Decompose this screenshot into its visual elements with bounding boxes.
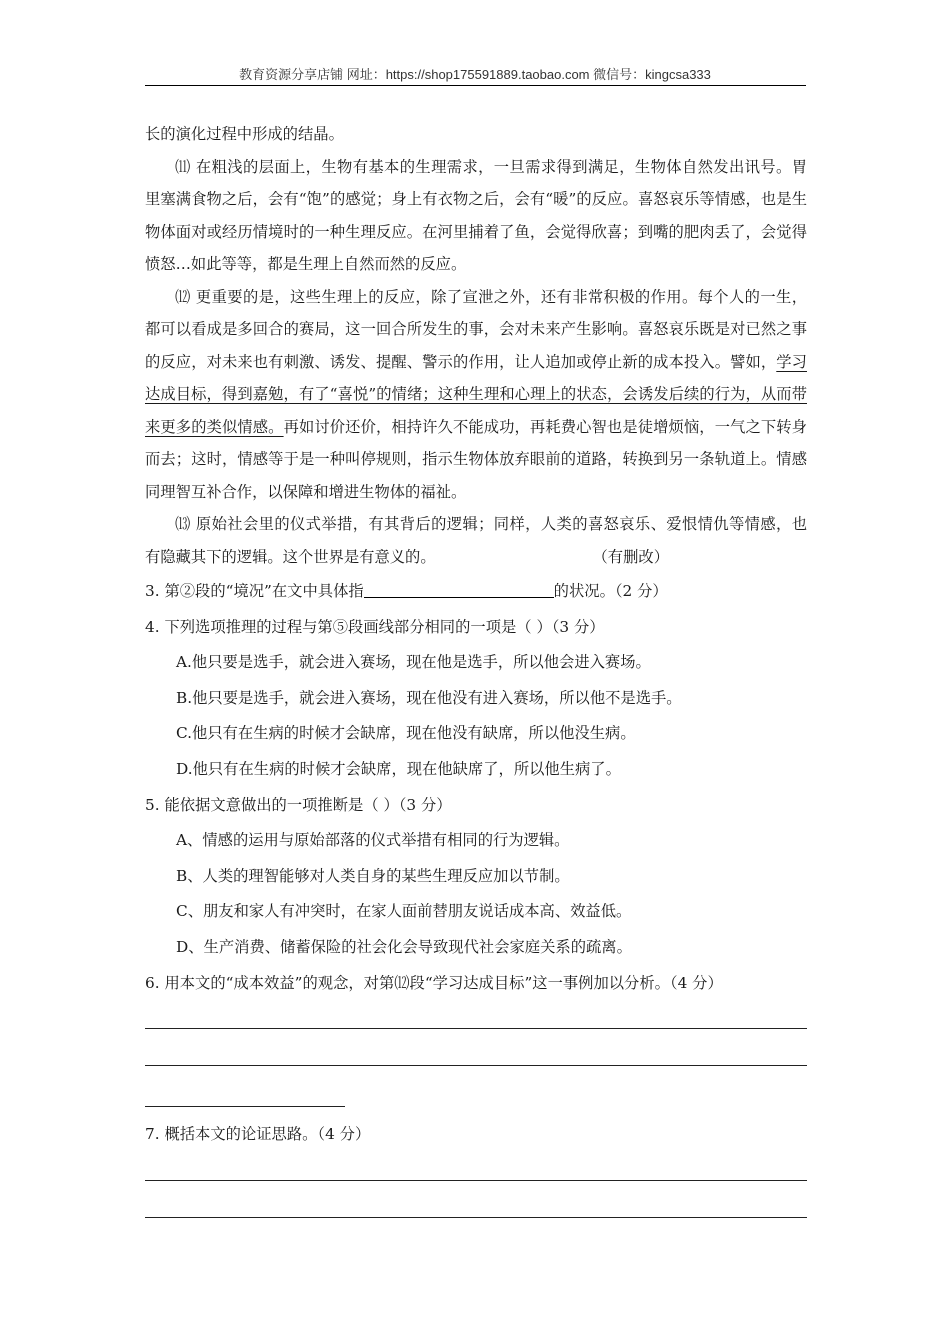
question-3-answer-blank[interactable] [364, 579, 554, 598]
paragraph-12-text-before: ⑿ 更重要的是，这些生理上的反应，除了宣泄之外，还有非常积极的作用。每个人的一生，都可以看成是多回合的赛局，这一回合所发生的事，会对未来产生影响。喜怒哀乐既是对已然之事的反应，对未来也有刺激、诱发、提醒、警示的作用，让人追加或停止新的成本投入。譬如， [145, 287, 807, 371]
page-header: 教育资源分享店铺 网址：https://shop175591889.taobao.com 微信号：kingcsa333 [239, 67, 711, 82]
paragraph-12-text-after: 再如讨价还价，相持许久不能成功，再耗费心智也是徒增烦恼，一气之下转身而去；这时，情感等于是一种叫停规则，指示生物体放弃眼前的道路，转换到另一条轨道上。情感同理智互补合作，以保障和增进生物体的福祉。 [145, 417, 807, 501]
question-5-option-b[interactable]: B、人类的理智能够对人类自身的某些生理反应加以节制。 [176, 866, 570, 885]
question-5: 5. 能依据文意做出的一项推断是（ ）（3 分） [145, 795, 452, 814]
passage-paragraph-12 [145, 281, 807, 509]
question-7-answer-line-1[interactable] [145, 1180, 807, 1181]
question-7-answer-line-2[interactable] [145, 1217, 807, 1218]
header-divider [145, 85, 806, 86]
question-5-option-d[interactable]: D、生产消费、储蓄保险的社会化会导致现代社会家庭关系的疏离。 [176, 937, 632, 956]
question-3-text-after: 的状况。（2 分） [553, 582, 668, 600]
question-6-answer-line-2[interactable] [145, 1065, 807, 1066]
question-6-answer-line-3[interactable] [145, 1106, 345, 1107]
question-6: 6. 用本文的“成本效益”的观念，对第⑿段“学习达成目标”这一事例加以分析。（4 分） [145, 973, 723, 992]
question-4: 4. 下列选项推理的过程与第⑤段画线部分相同的一项是（ ）（3 分） [145, 617, 605, 636]
abridged-note: （有删改） [592, 547, 669, 566]
question-6-answer-line-1[interactable] [145, 1028, 807, 1029]
question-4-option-a[interactable]: A.他只要是选手，就会进入赛场，现在他是选手，所以他会进入赛场。 [176, 653, 651, 672]
paragraph-13-text: ⒀ 原始社会里的仪式举措，有其背后的逻辑；同样，人类的喜怒哀乐、爱恨情仇等情感，也有隐藏其下的逻辑。这个世界是有意义的。 [145, 515, 807, 566]
paragraph-12-underlined-text: 学习达成目标，得到嘉勉，有了“喜悦”的情绪；这种生理和心理上的状态，会诱发后续的行为，从而带来更多的类似情感。 [145, 352, 807, 436]
question-5-option-a[interactable]: A、情感的运用与原始部落的仪式举措有相同的行为逻辑。 [176, 831, 570, 850]
passage-continuation: 长的演化过程中形成的结晶。 [145, 125, 344, 143]
question-3 [145, 574, 807, 610]
question-4-option-d[interactable]: D.他只有在生病的时候才会缺席，现在他缺席了，所以他生病了。 [176, 759, 621, 778]
document-body [145, 118, 807, 1218]
passage-paragraph-13 [145, 508, 807, 573]
passage-paragraph-11: ⑾ 在粗浅的层面上，生物有基本的生理需求，一旦需求得到满足，生物体自然发出讯号。胃里塞满食物之后，会有“饱”的感觉；身上有衣物之后，会有“暖”的反应。喜怒哀乐等情感，也是生物体面对或经历情境时的一种生理反应。在河里捕着了鱼，会觉得欣喜；到嘴的肥肉丢了，会觉得愤怒…如此等等，都是生理上自然而然的反应。 [145, 157, 807, 273]
question-5-option-c[interactable]: C、朋友和家人有冲突时，在家人面前替朋友说话成本高、效益低。 [176, 902, 632, 921]
question-4-option-b[interactable]: B.他只要是选手，就会进入赛场，现在他没有进入赛场，所以他不是选手。 [176, 688, 682, 707]
question-4-option-c[interactable]: C.他只有在生病的时候才会缺席，现在他没有缺席，所以他没生病。 [176, 724, 636, 743]
question-3-text-before: 3. 第②段的“境况”在文中具体指 [145, 582, 364, 600]
question-7: 7. 概括本文的论证思路。（4 分） [145, 1125, 371, 1144]
